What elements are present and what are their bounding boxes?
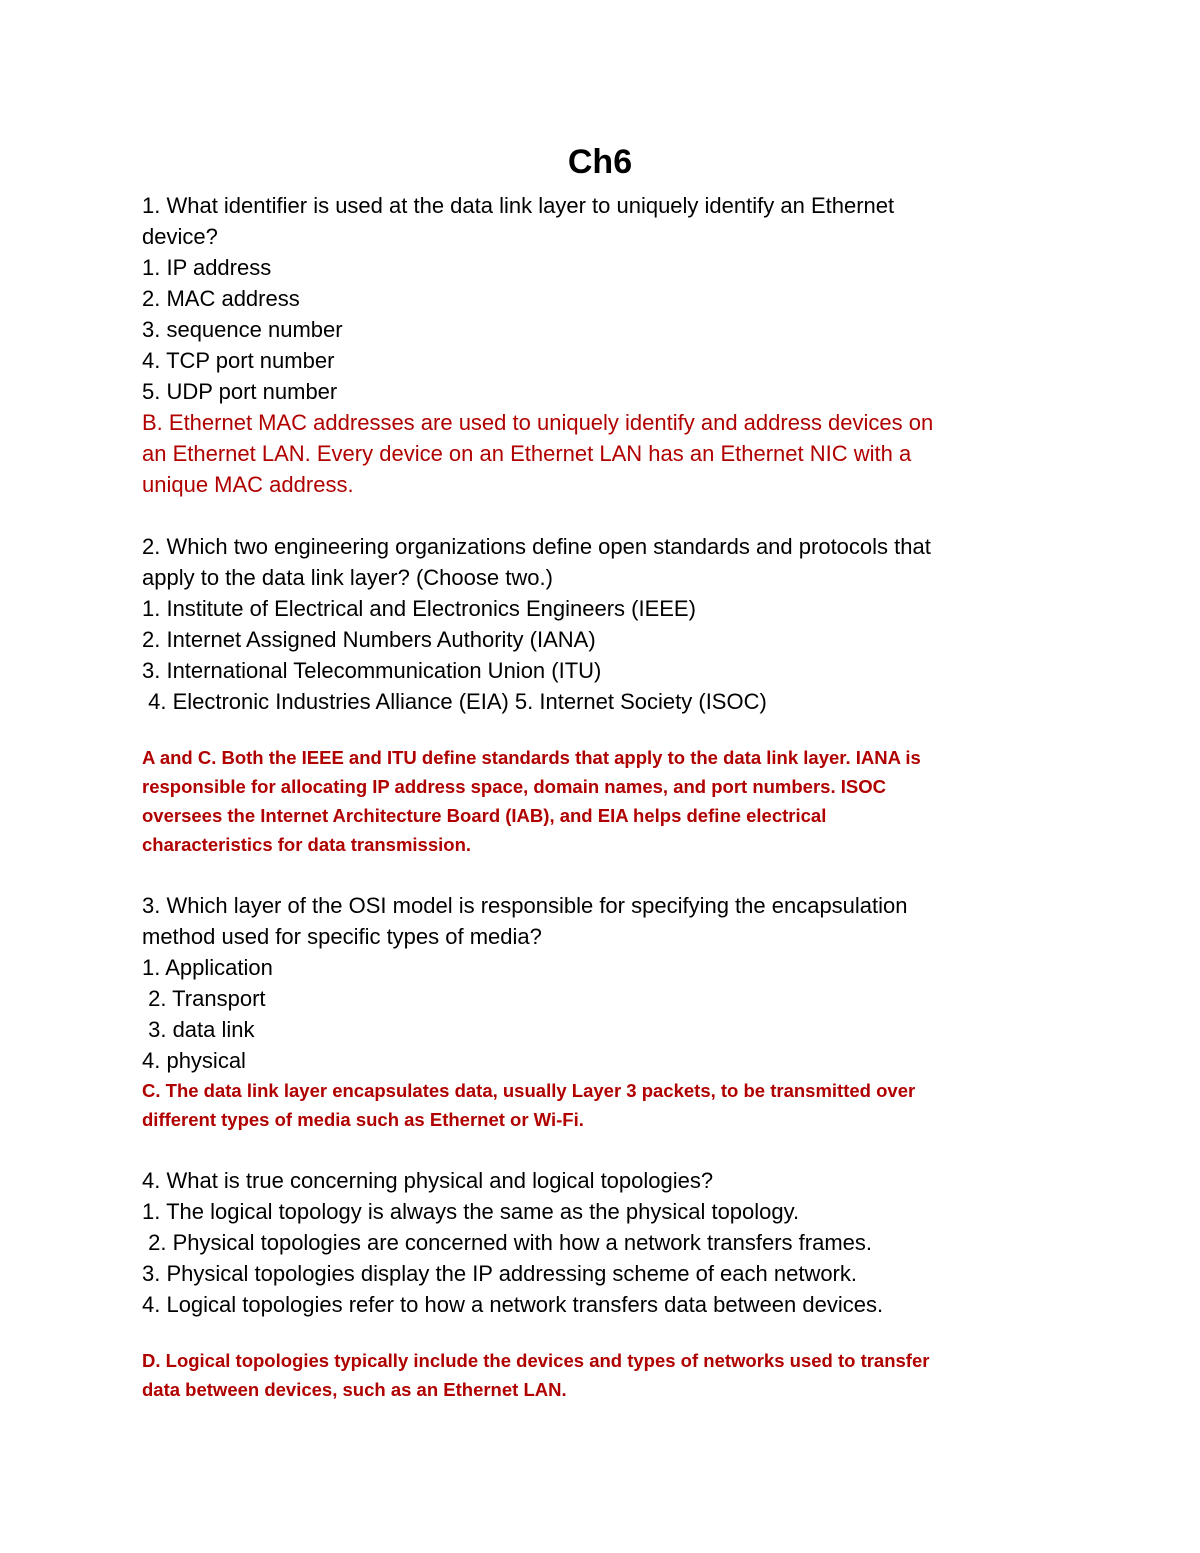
question-2-option: 3. International Telecommunication Union (ITU) (142, 658, 602, 683)
question-4-option: 3. Physical topologies display the IP addressing scheme of each network. (142, 1261, 857, 1286)
question-3-option: 4. physical (142, 1048, 246, 1073)
question-2-answer-line: characteristics for data transmission. (142, 834, 472, 855)
question-1 (142, 190, 1082, 500)
question-1-option: 2. MAC address (142, 286, 300, 311)
document-body (142, 190, 1082, 1404)
question-1-option: 1. IP address (142, 255, 272, 280)
spacer (142, 717, 1082, 743)
question-1-option: 5. UDP port number (142, 379, 338, 404)
question-4 (142, 1165, 1082, 1404)
question-3-option: 3. data link (142, 1017, 255, 1042)
question-3-answer-line: C. The data link layer encapsulates data, usually Layer 3 packets, to be transmitted over (142, 1080, 916, 1101)
question-3-answer-line: different types of media such as Ethernet or Wi-Fi. (142, 1109, 584, 1130)
spacer (142, 1134, 1082, 1165)
question-1-text-line: device? (142, 224, 218, 249)
question-1-text-line: 1. What identifier is used at the data link layer to uniquely identify an Ethernet (142, 193, 895, 218)
question-3-option: 1. Application (142, 955, 273, 980)
question-3-option: 2. Transport (142, 986, 266, 1011)
question-2-answer-line: A and C. Both the IEEE and ITU define standards that apply to the data link layer. IANA is (142, 747, 921, 768)
question-1-answer-line: unique MAC address. (142, 472, 354, 497)
question-4-option: 1. The logical topology is always the same as the physical topology. (142, 1199, 800, 1224)
question-4-answer-line: D. Logical topologies typically include the devices and types of networks used to transfer (142, 1350, 930, 1371)
question-2-option: 1. Institute of Electrical and Electronics Engineers (IEEE) (142, 596, 696, 621)
question-2-option: 4. Electronic Industries Alliance (EIA) 5. Internet Society (ISOC) (142, 689, 767, 714)
question-2-answer-line: responsible for allocating IP address space, domain names, and port numbers. ISOC (142, 776, 886, 797)
question-2 (142, 531, 1082, 859)
question-4-option: 4. Logical topologies refer to how a network transfers data between devices. (142, 1292, 884, 1317)
spacer (142, 500, 1082, 531)
question-3-text-line: method used for specific types of media? (142, 924, 542, 949)
question-3-text-line: 3. Which layer of the OSI model is responsible for specifying the encapsulation (142, 893, 908, 918)
spacer (142, 859, 1082, 890)
question-3 (142, 890, 1082, 1134)
question-2-option: 2. Internet Assigned Numbers Authority (IANA) (142, 627, 596, 652)
question-2-answer-line: oversees the Internet Architecture Board (IAB), and EIA helps define electrical (142, 805, 827, 826)
question-2-text-line: 2. Which two engineering organizations define open standards and protocols that (142, 534, 931, 559)
page-title: Ch6 (567, 143, 633, 181)
spacer (142, 1320, 1082, 1346)
question-4-option: 2. Physical topologies are concerned with how a network transfers frames. (142, 1230, 873, 1255)
question-4-answer-line: data between devices, such as an Ethernet LAN. (142, 1379, 567, 1400)
question-1-option: 4. TCP port number (142, 348, 335, 373)
question-1-answer-line: B. Ethernet MAC addresses are used to uniquely identify and address devices on (142, 410, 934, 435)
question-1-option: 3. sequence number (142, 317, 343, 342)
question-1-answer-line: an Ethernet LAN. Every device on an Ethernet LAN has an Ethernet NIC with a (142, 441, 912, 466)
question-4-text-line: 4. What is true concerning physical and logical topologies? (142, 1168, 714, 1193)
question-2-text-line: apply to the data link layer? (Choose two.) (142, 565, 553, 590)
